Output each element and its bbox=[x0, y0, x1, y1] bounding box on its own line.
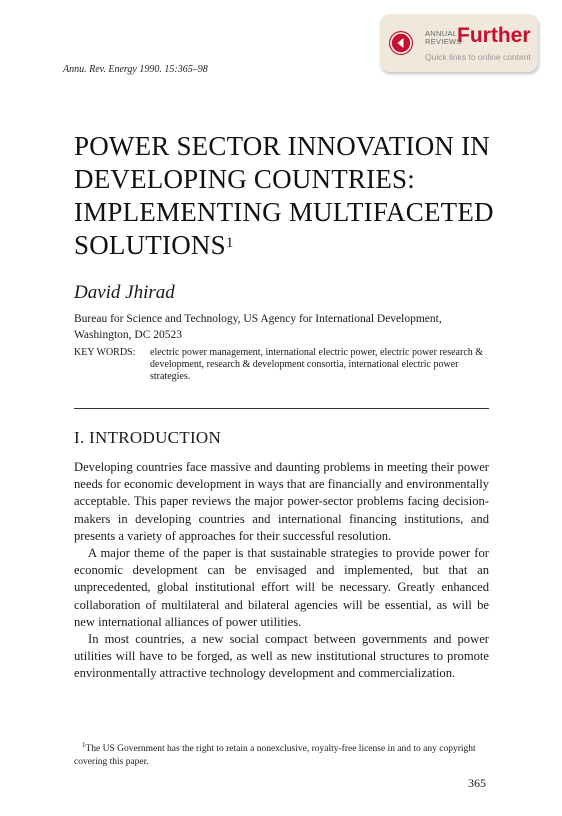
keywords-label: KEY WORDS: bbox=[74, 347, 136, 358]
paragraph: In most countries, a new social compact between governments and power utilities will have to be forged, as well as new institutional structures to promote environmentally attractive technology development and commercialization. bbox=[74, 632, 489, 681]
footnote bbox=[74, 739, 489, 769]
paragraph: A major theme of the paper is that sustainable strategies to provide power for economic development can be envisaged and implemented, but that an unprecedented, global institutional effort will be necessary. Greatly enhanced collaboration of multilateral and bilateral agencies will be essential, as will be new international alliances of power utilities. bbox=[74, 546, 489, 629]
further-subtitle: Quick links to online content bbox=[425, 52, 531, 62]
author-affiliation: Bureau for Science and Technology, US Agency for International Development, Washington, DC 20523 bbox=[74, 313, 442, 341]
page-number: 365 bbox=[468, 776, 486, 790]
journal-citation: Annu. Rev. Energy 1990. 15:365–98 bbox=[63, 64, 208, 75]
reviews-label: REVIEWS bbox=[425, 37, 462, 46]
introduction-body bbox=[74, 459, 489, 683]
further-wordmark: Further bbox=[457, 24, 531, 47]
footnote-text: The US Government has the right to retain a nonexclusive, royalty-free license in and to any copyright covering this paper. bbox=[74, 744, 476, 768]
author-name: David Jhirad bbox=[74, 282, 175, 303]
section-divider bbox=[74, 408, 489, 409]
back-arrow-icon bbox=[389, 31, 413, 55]
article-title bbox=[74, 130, 514, 262]
article-title-text: POWER SECTOR INNOVATION IN DEVELOPING COUNTRIES: IMPLEMENTING MULTIFACETED SOLUTIONS bbox=[74, 131, 494, 260]
footnote-mark: 1 bbox=[82, 741, 86, 749]
annual-label: ANNUAL bbox=[425, 29, 458, 38]
title-footnote-mark[interactable]: 1 bbox=[225, 235, 234, 251]
section-heading: I. INTRODUCTION bbox=[74, 428, 222, 447]
keywords-list: electric power management, international electric power, electric power research & development, research & development consortia, international electric power strategies. bbox=[150, 347, 484, 382]
paragraph: Developing countries face massive and daunting problems in meeting their power needs for economic development in ways that are financially and environmentally acceptable. This paper reviews the major power-sector problems facing decision-makers in developing countries and international financing institutions, and presents a variety of approaches for their successful resolution. bbox=[74, 460, 489, 543]
annual-reviews-further-badge[interactable] bbox=[380, 14, 538, 72]
